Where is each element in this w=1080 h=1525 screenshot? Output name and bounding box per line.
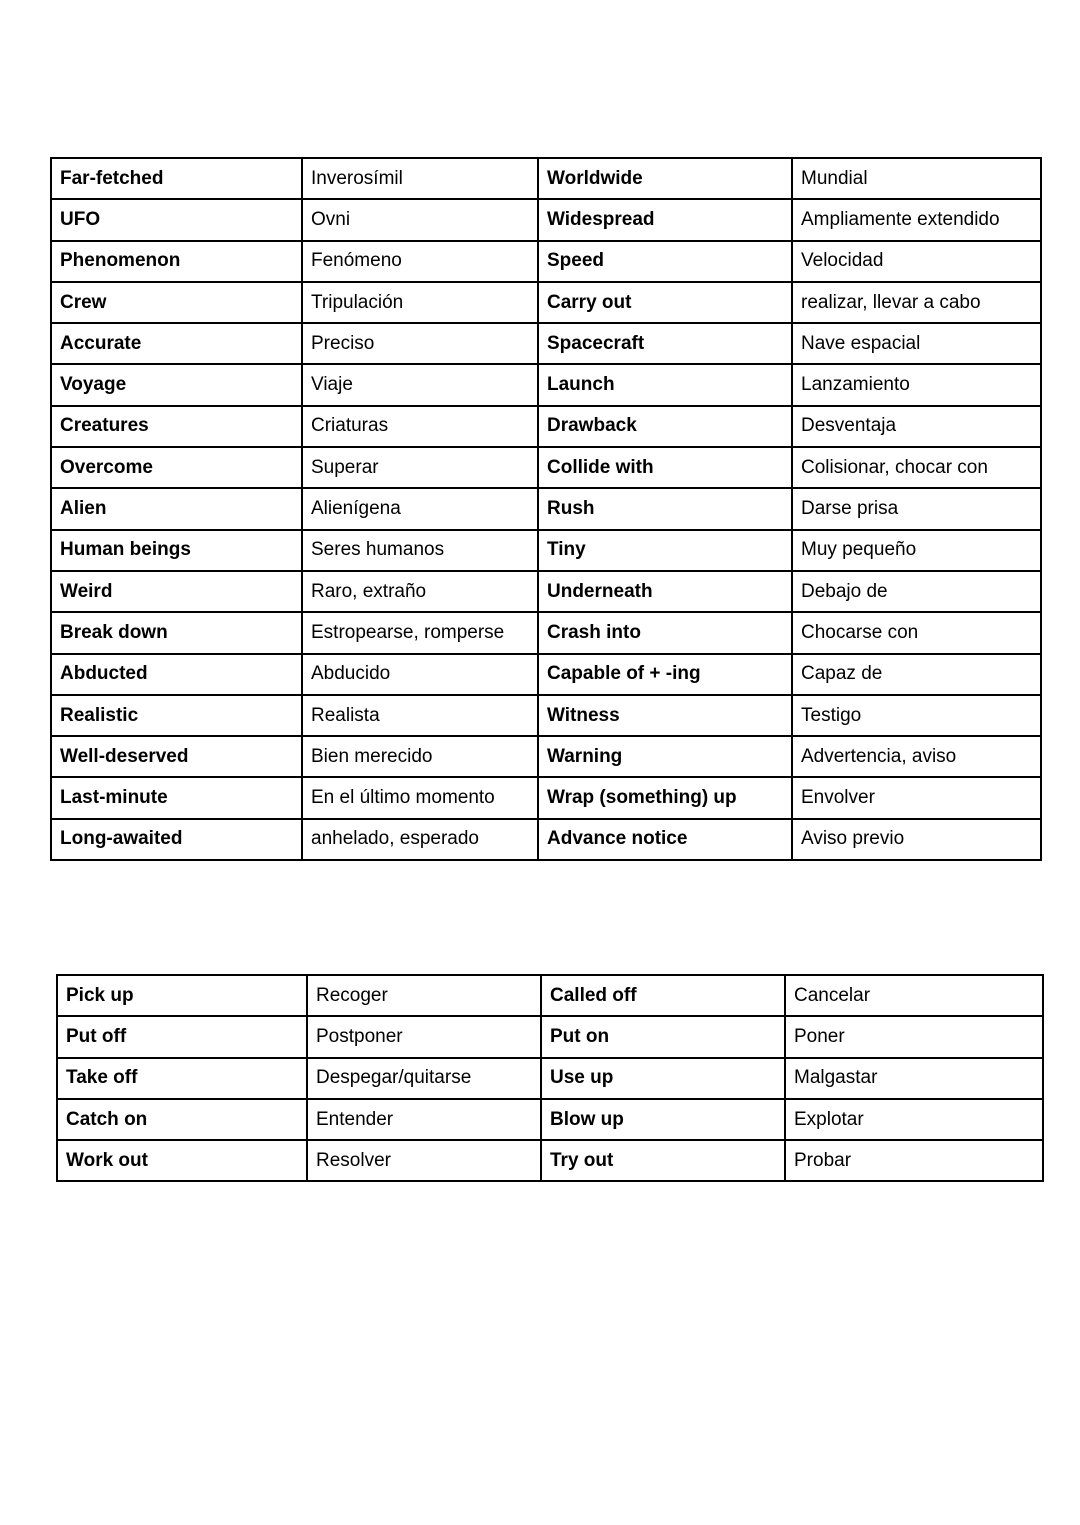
spanish-translation-cell: Despegar/quitarse	[307, 1058, 541, 1099]
english-term-cell: Phenomenon	[51, 241, 302, 282]
english-term-cell: Abducted	[51, 654, 302, 695]
english-term-cell: Long-awaited	[51, 819, 302, 860]
english-term-cell: Underneath	[538, 571, 792, 612]
spanish-translation-cell: Seres humanos	[302, 530, 538, 571]
spanish-translation-cell: Lanzamiento	[792, 364, 1041, 405]
english-term-cell: Use up	[541, 1058, 785, 1099]
spanish-translation-cell: Colisionar, chocar con	[792, 447, 1041, 488]
spanish-translation-cell: Tripulación	[302, 282, 538, 323]
spanish-translation-cell: Ovni	[302, 199, 538, 240]
spanish-translation-cell: Capaz de	[792, 654, 1041, 695]
spanish-translation-cell: Resolver	[307, 1140, 541, 1181]
spanish-translation-cell: Bien merecido	[302, 736, 538, 777]
spanish-translation-cell: Criaturas	[302, 406, 538, 447]
table-row	[57, 1099, 1043, 1140]
table-row	[51, 612, 1041, 653]
spanish-translation-cell: Raro, extraño	[302, 571, 538, 612]
spanish-translation-cell: Inverosímil	[302, 158, 538, 199]
english-term-cell: Weird	[51, 571, 302, 612]
spanish-translation-cell: Estropearse, romperse	[302, 612, 538, 653]
spanish-translation-cell: Mundial	[792, 158, 1041, 199]
english-term-cell: Pick up	[57, 975, 307, 1016]
phrasal-verbs-table	[56, 974, 1044, 1182]
english-term-cell: Warning	[538, 736, 792, 777]
spanish-translation-cell: anhelado, esperado	[302, 819, 538, 860]
spanish-translation-cell: Malgastar	[785, 1058, 1043, 1099]
table-row	[51, 282, 1041, 323]
english-term-cell: UFO	[51, 199, 302, 240]
vocabulary-table	[50, 157, 1042, 861]
english-term-cell: Rush	[538, 488, 792, 529]
spanish-translation-cell: Envolver	[792, 777, 1041, 818]
english-term-cell: Overcome	[51, 447, 302, 488]
english-term-cell: Called off	[541, 975, 785, 1016]
spanish-translation-cell: Superar	[302, 447, 538, 488]
spanish-translation-cell: Advertencia, aviso	[792, 736, 1041, 777]
spanish-translation-cell: Aviso previo	[792, 819, 1041, 860]
spanish-translation-cell: Recoger	[307, 975, 541, 1016]
english-term-cell: Blow up	[541, 1099, 785, 1140]
spanish-translation-cell: Muy pequeño	[792, 530, 1041, 571]
table-row	[51, 241, 1041, 282]
english-term-cell: Capable of + -ing	[538, 654, 792, 695]
table-row	[57, 1016, 1043, 1057]
table-row	[51, 158, 1041, 199]
spanish-translation-cell: Nave espacial	[792, 323, 1041, 364]
english-term-cell: Advance notice	[538, 819, 792, 860]
table-row	[51, 777, 1041, 818]
spanish-translation-cell: Explotar	[785, 1099, 1043, 1140]
table-row	[51, 364, 1041, 405]
english-term-cell: Take off	[57, 1058, 307, 1099]
english-term-cell: Far-fetched	[51, 158, 302, 199]
english-term-cell: Worldwide	[538, 158, 792, 199]
spanish-translation-cell: Postponer	[307, 1016, 541, 1057]
table-row	[51, 695, 1041, 736]
table-row	[51, 323, 1041, 364]
spanish-translation-cell: realizar, llevar a cabo	[792, 282, 1041, 323]
table-row	[51, 488, 1041, 529]
spanish-translation-cell: Testigo	[792, 695, 1041, 736]
english-term-cell: Spacecraft	[538, 323, 792, 364]
english-term-cell: Human beings	[51, 530, 302, 571]
table-row	[51, 447, 1041, 488]
table-row	[51, 530, 1041, 571]
spanish-translation-cell: Chocarse con	[792, 612, 1041, 653]
english-term-cell: Voyage	[51, 364, 302, 405]
spanish-translation-cell: En el último momento	[302, 777, 538, 818]
spanish-translation-cell: Fenómeno	[302, 241, 538, 282]
table-row	[51, 736, 1041, 777]
spanish-translation-cell: Viaje	[302, 364, 538, 405]
english-term-cell: Drawback	[538, 406, 792, 447]
english-term-cell: Put on	[541, 1016, 785, 1057]
english-term-cell: Tiny	[538, 530, 792, 571]
english-term-cell: Realistic	[51, 695, 302, 736]
english-term-cell: Well-deserved	[51, 736, 302, 777]
english-term-cell: Try out	[541, 1140, 785, 1181]
spanish-translation-cell: Preciso	[302, 323, 538, 364]
english-term-cell: Put off	[57, 1016, 307, 1057]
table-row	[57, 1058, 1043, 1099]
english-term-cell: Catch on	[57, 1099, 307, 1140]
spanish-translation-cell: Abducido	[302, 654, 538, 695]
spanish-translation-cell: Desventaja	[792, 406, 1041, 447]
english-term-cell: Launch	[538, 364, 792, 405]
spanish-translation-cell: Debajo de	[792, 571, 1041, 612]
table-row	[51, 199, 1041, 240]
spanish-translation-cell: Darse prisa	[792, 488, 1041, 529]
english-term-cell: Witness	[538, 695, 792, 736]
english-term-cell: Accurate	[51, 323, 302, 364]
english-term-cell: Work out	[57, 1140, 307, 1181]
table-row	[51, 819, 1041, 860]
english-term-cell: Last-minute	[51, 777, 302, 818]
english-term-cell: Creatures	[51, 406, 302, 447]
spanish-translation-cell: Ampliamente extendido	[792, 199, 1041, 240]
english-term-cell: Carry out	[538, 282, 792, 323]
spanish-translation-cell: Entender	[307, 1099, 541, 1140]
table-row	[51, 654, 1041, 695]
english-term-cell: Wrap (something) up	[538, 777, 792, 818]
english-term-cell: Widespread	[538, 199, 792, 240]
spanish-translation-cell: Probar	[785, 1140, 1043, 1181]
english-term-cell: Speed	[538, 241, 792, 282]
table-row	[57, 1140, 1043, 1181]
english-term-cell: Break down	[51, 612, 302, 653]
spanish-translation-cell: Poner	[785, 1016, 1043, 1057]
table-row	[51, 406, 1041, 447]
table-row	[57, 975, 1043, 1016]
spanish-translation-cell: Realista	[302, 695, 538, 736]
spanish-translation-cell: Cancelar	[785, 975, 1043, 1016]
english-term-cell: Collide with	[538, 447, 792, 488]
english-term-cell: Crew	[51, 282, 302, 323]
spanish-translation-cell: Alienígena	[302, 488, 538, 529]
english-term-cell: Crash into	[538, 612, 792, 653]
spanish-translation-cell: Velocidad	[792, 241, 1041, 282]
table-row	[51, 571, 1041, 612]
english-term-cell: Alien	[51, 488, 302, 529]
